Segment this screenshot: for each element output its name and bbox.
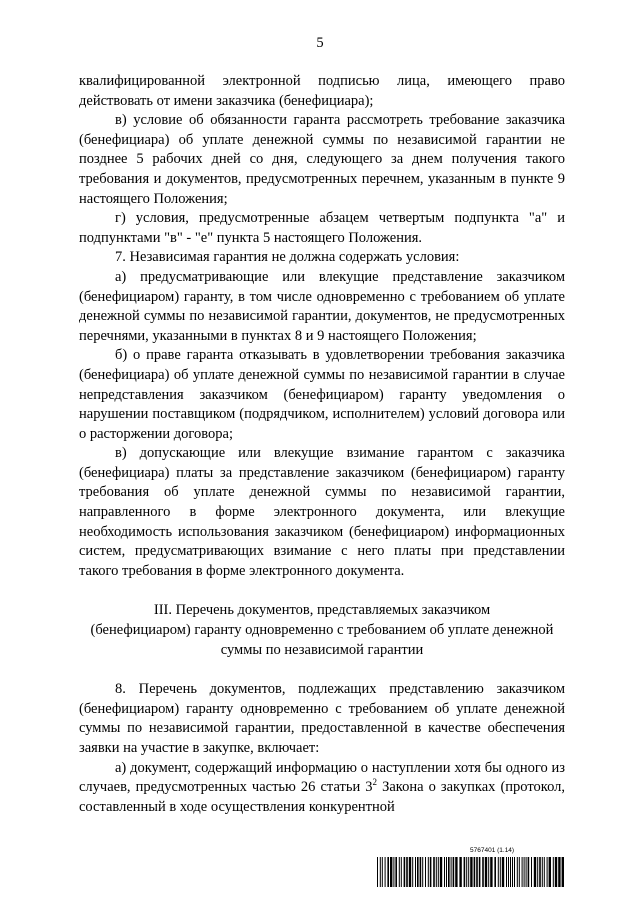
barcode-icon: [377, 857, 565, 887]
paragraph-clause-g: г) условия, предусмотренные абзацем четвертым подпункта "а" и подпунктами "в" - "е" пункта 5 настоящего Положения.: [79, 210, 565, 246]
section-heading: [79, 601, 565, 660]
paragraph-item-7-b: б) о праве гаранта отказывать в удовлетворении требования заказчика (бенефициара) об уплате денежной суммы по независимой гарантии в случае непредставления заказчиком (бенефициаром) гаранту уведомления о нарушении поставщиком (подрядчиком, исполнителем) условий договора или о расторжении договора;: [79, 347, 565, 442]
section-heading-line: III. Перечень документов, представляемых заказчиком: [153, 602, 491, 619]
paragraph-clause-v: в) условие об обязанности гаранта рассмотреть требование заказчика (бенефициара) об уплате денежной суммы по независимой гарантии не позднее 5 рабочих дней со дня, следующего за днем получения такого требования и документов, предусмотренных перечнем, указанным в пункте 9 настоящего Положения;: [79, 112, 565, 207]
paragraph-item-7-v: в) допускающие или влекущие взимание гарантом с заказчика (бенефициара) платы за представление заказчиком (бенефициаром) гаранту требования об уплате денежной суммы по независимой гарантии, направленного в форме электронного документа, или влекущие необходимость использования заказчиком (бенефициаром) информационных систем, предусматривающих взимание с него платы при представлении такого требования в форме электронного документа.: [79, 445, 565, 579]
document-code: 5767401 (1.14): [470, 847, 515, 854]
paragraph-continuation: квалифицированной электронной подписью лица, имеющего право действовать от имени заказчика (бенефициара);: [79, 73, 565, 109]
section-heading-line: (бенефициаром) гаранту одновременно с требованием об уплате денежной: [90, 622, 554, 639]
superscript: 2: [372, 777, 378, 788]
section-heading-line: суммы по независимой гарантии: [220, 641, 424, 658]
document-body: [79, 72, 565, 817]
paragraph-item-7-a: а) предусматривающие или влекущие представление заказчиком (бенефициаром) гаранту, в том числе одновременно с требованием об уплате денежной суммы по независимой гарантии, документов, не предусмотренных перечнями, указанными в пунктах 8 и 9 настоящего Положения;: [79, 268, 565, 344]
page-number: 5: [316, 35, 324, 51]
paragraph-text: Закона о закупках (протокол, составленный в ходе осуществления конкурентной: [79, 779, 565, 815]
paragraph-item-8-a: [79, 759, 565, 818]
paragraph-text: а) документ, содержащий информацию о наступлении хотя бы одного из случаев, предусмотренных частью 26 статьи 3: [79, 759, 565, 796]
paragraph-item-7: 7. Независимая гарантия не должна содержать условия:: [115, 249, 460, 266]
paragraph-item-8: 8. Перечень документов, подлежащих представлению заказчиком (бенефициаром) гаранту одновременно с требованием об уплате денежной суммы по независимой гарантии, предоставленной в качестве обеспечения заявки на участие в закупке, включает:: [79, 681, 565, 756]
